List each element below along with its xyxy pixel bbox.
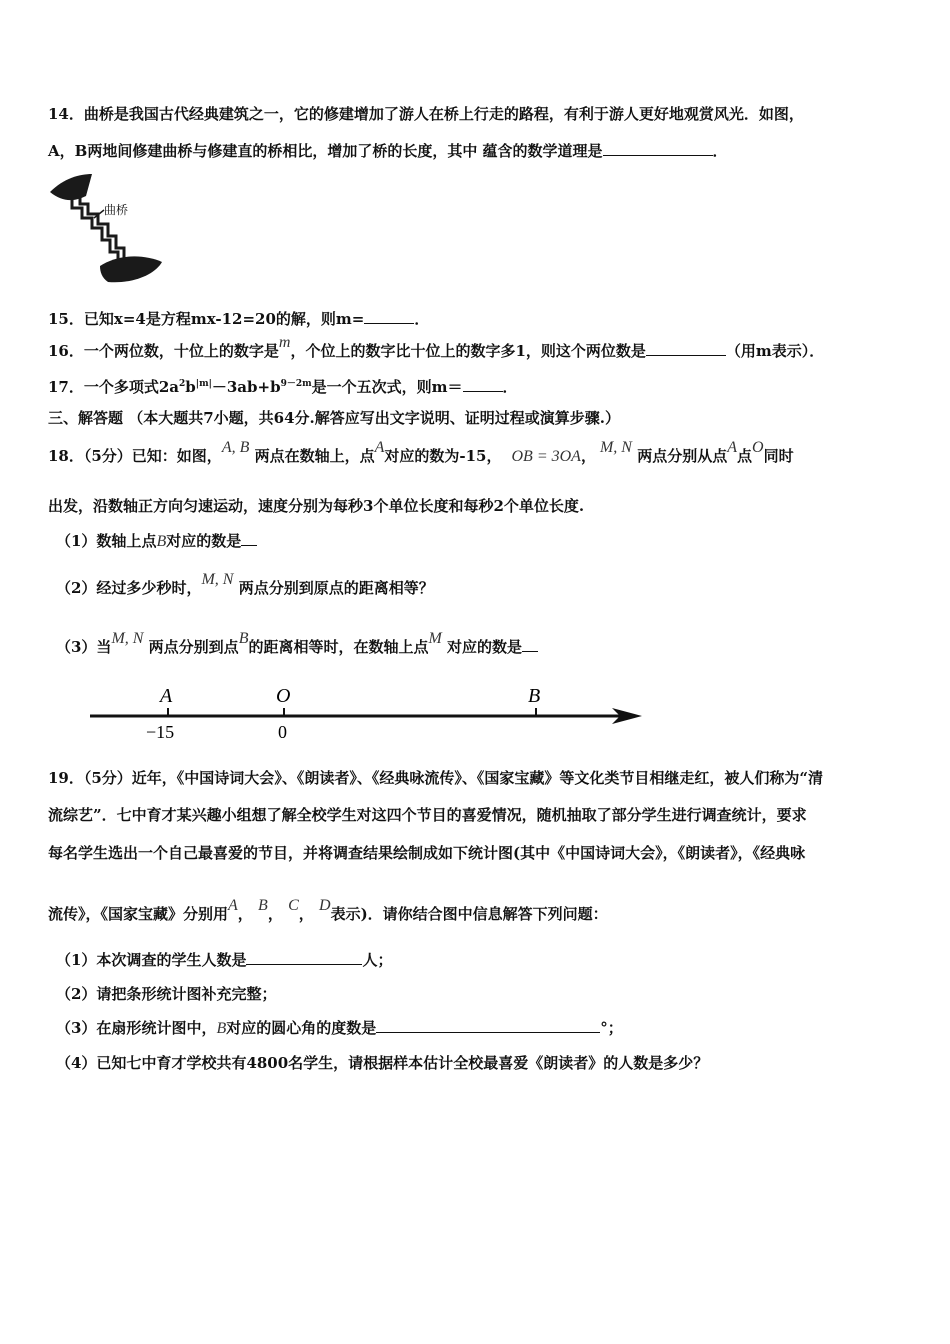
figure-label: 曲桥 (104, 203, 129, 217)
q19-line1: 19．（5分）近年，《中国诗词大会》、《朗读者》、《经典咏流传》、《国家宝藏》等文化类节目相继走红，被人们称为“清 (48, 769, 823, 787)
q17-line: 17．一个多项式$2a^2b^{|m|}-3ab+b^{9-2m}$是一个五次式，则m＝ ． (48, 378, 518, 396)
bottom-bank-shape (100, 256, 162, 282)
q14-line1: 14．曲桥是我国古代经典建筑之一，它的修建增加了游人在桥上行走的路程，有利于游人更好地观赏风光．如图， (48, 105, 804, 123)
q18-line2: 出发，沿数轴正方向匀速运动，速度分别为每秒3个单位长度和每秒2个单位长度. (48, 497, 585, 515)
number-line-figure (80, 678, 650, 748)
q17-answer-blank[interactable] (463, 377, 503, 392)
curved-bridge-figure (44, 170, 168, 290)
q19-line3: 每名学生选出一个自己最喜爱的节目，并将调查结果绘制成如下统计图(其中《中国诗词大会》，《朗读者》，《经典咏 (48, 844, 806, 862)
q19-part3: （3）在扇形统计图中，B对应的圆心角的度数是 °； (56, 1019, 623, 1037)
q15-answer-blank[interactable] (364, 309, 414, 324)
q19-part2: （2）请把条形统计图补充完整； (56, 985, 277, 1003)
q19-p3-blank[interactable] (376, 1018, 600, 1033)
tick-label-A: −15 (146, 722, 175, 742)
q15-line: 15．已知x=4是方程mx-12=20的解，则m= ． (48, 310, 430, 328)
q19-part4: （4）已知七中育才学校共有4800名学生，请根据样本估计全校最喜爱《朗读者》的人数是多少？ (56, 1054, 709, 1072)
q16-line: 16．一个两位数，十位上的数字是m，个位上的数字比十位上的数字多1，则这个两位数是 （用m表示）． (48, 334, 825, 360)
q18-part3: （3）当M, N 两点分别到点B的距离相等时，在数轴上点M 对应的数是 (56, 637, 538, 658)
q18-p3-blank[interactable] (522, 637, 538, 652)
q19-line2: 流综艺”．七中育才某兴趣小组想了解全校学生对这四个节目的喜爱情况，随机抽取了部分学生进行调查统计，要求 (48, 806, 807, 824)
q16-answer-blank[interactable] (646, 341, 726, 356)
axis-label-B: B (528, 685, 541, 707)
tick-label-O: 0 (278, 722, 287, 742)
q14-answer-blank[interactable] (603, 141, 713, 156)
q19-part1: （1）本次调查的学生人数是 人； (56, 951, 393, 969)
q14-line2: A，B两地间修建曲桥与修建直的桥相比，增加了桥的长度，其中 蕴含的数学道理是 ． (48, 142, 728, 160)
axis-label-O: O (276, 685, 291, 707)
q19-p1-blank[interactable] (246, 950, 362, 965)
axis-label-A: A (160, 685, 173, 707)
top-bank-shape (50, 174, 92, 200)
q18-p1-blank[interactable] (241, 531, 257, 546)
q18-part1: （1）数轴上点B对应的数是 (56, 531, 257, 552)
q18-line1: 18．（5分）已知：如图，A, B 两点在数轴上，点A对应的数为-15， OB = 3OA， M, N 两点分别从点A点O同时 (48, 439, 794, 465)
q19-line4: 流传》，《国家宝藏》分别用A， B， C， D表示)．请你结合图中信息解答下列问题： (48, 897, 608, 923)
q18-part2: （2）经过多少秒时，M, N 两点分别到原点的距离相等？ (56, 571, 434, 597)
section-heading: 三、解答题 （本大题共7小题，共64分.解答应写出文字说明、证明过程或演算步骤.） (48, 409, 620, 427)
